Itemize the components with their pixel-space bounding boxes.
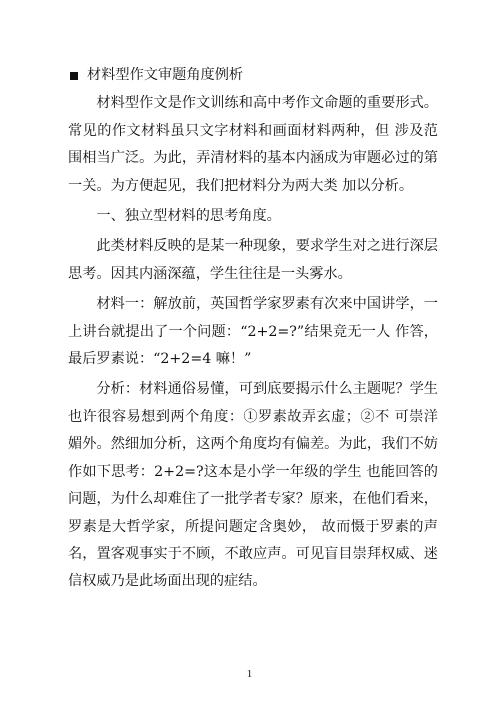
paragraph-description: 此类材料反映的是某一种现象，要求学生对之进行深层思考。因其内涵深蕴，学生往往是一头雾水。: [68, 238, 438, 282]
section-heading-text: 材料型作文审题角度例析: [87, 67, 244, 83]
page-number: 1: [246, 668, 253, 680]
document-body: [68, 62, 438, 599]
paragraph-material-one: 材料一：解放前，英国哲学家罗素有次来中国讲学，一上讲台就提出了一个问题：“2+2=?”结果竞无一人 作答，最后罗素说：“2+2=4 嘛！”: [68, 296, 438, 368]
square-bullet-icon: [70, 72, 78, 80]
paragraph-intro: 材料型作文是作文训练和高中考作文命题的重要形式。常见的作文材料虽只文字材料和画面材料两种，但 涉及范围相当广泛。为此，弄清材料的基本内涵成为审题必过的第一关。为方便起见，我们把材料分为两大类 加以分析。: [68, 95, 438, 194]
section-heading: [68, 62, 438, 89]
paragraph-analysis: 分析：材料通俗易懂，可到底要揭示什么主题呢？学生也许很容易想到两个角度：①罗素故弄玄虚；②不 可崇洋媚外。然细加分析，这两个角度均有偏差。为此，我们不妨作如下思考：2+2=?这本是小学一年级的学生 也能回答的问题，为什么却难住了一批学者专家？原来，在他们看来，罗素是大哲学家，所提问题定含奥妙， 故而慑于罗素的声名，置客观事实于不顾，不敢应声。可见盲目崇拜权威、迷信权威乃是此场面出现的症结。: [68, 381, 438, 590]
paragraph-subheading: 一、独立型材料的思考角度。: [96, 208, 281, 225]
